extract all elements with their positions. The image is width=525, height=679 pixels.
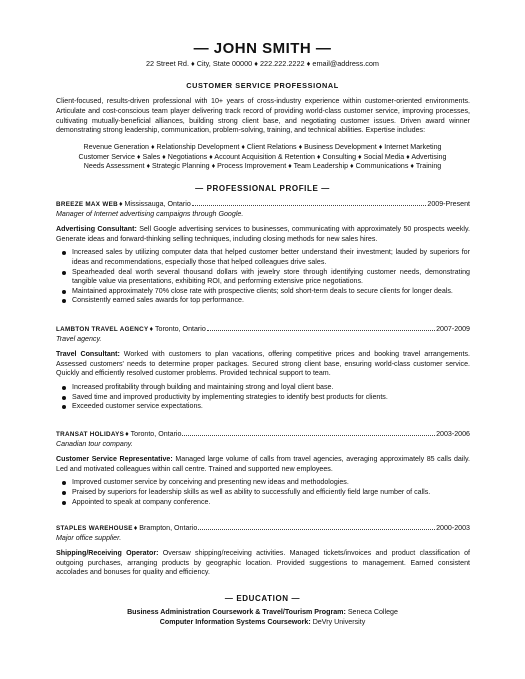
dotted-leader: [182, 434, 435, 436]
job-entry: [56, 524, 470, 578]
education-program: Computer Information Systems Coursework:: [159, 617, 311, 626]
achievement-item: Improved customer service by conceiving and presenting new ideas and methodologies.: [72, 478, 470, 488]
company-description: Canadian tour company.: [56, 439, 133, 448]
job-entry: [56, 325, 470, 412]
job-location: ♦ Toronto, Ontario: [125, 430, 182, 438]
job-summary: Managed large volume of calls from travel agencies, averaging approximately 85 calls daily. Led and motivated colleagues within call centre. Trained and supported new employees.: [56, 455, 470, 473]
candidate-name: — JOHN SMITH —: [193, 40, 332, 57]
job-title: Customer Service Representative:: [56, 455, 173, 464]
company-name: BREEZE MAX WEB: [56, 201, 118, 208]
company-name: TRANSAT HOLIDAYS: [56, 431, 125, 438]
resume-header: [0, 40, 525, 91]
dotted-leader: [192, 204, 427, 206]
job-dates: 2000-2003: [436, 524, 470, 532]
job-header: [56, 200, 470, 210]
job-entry: [56, 200, 470, 306]
expertise-line: Customer Service ♦ Sales ♦ Negotiations ♦ Account Acquisition & Retention ♦ Consulting ♦ Social Media ♦ Advertising: [78, 152, 447, 161]
job-location: ♦ Mississauga, Ontario: [118, 200, 191, 208]
dotted-leader: [198, 528, 435, 530]
education-school: Seneca College: [347, 608, 398, 616]
job-dates: 2003-2006: [436, 430, 470, 438]
education-list: [0, 608, 525, 627]
section-title-education: — EDUCATION —: [224, 594, 301, 603]
dotted-leader: [207, 329, 435, 331]
achievement-item: Maintained approximately 70% close rate with prospective clients; sold short-term deals to secure clients for longer deals.: [72, 287, 470, 297]
achievement-item: Increased profitability through building and maintaining strong and loyal client base.: [72, 383, 470, 393]
expertise-line: Needs Assessment ♦ Strategic Planning ♦ Process Improvement ♦ Team Leadership ♦ Communications ♦ Training: [83, 162, 442, 171]
job-target-title: CUSTOMER SERVICE PROFESSIONAL: [186, 81, 339, 90]
achievement-item: Exceeded customer service expectations.: [72, 402, 470, 412]
job-entry: [56, 430, 470, 507]
company-description: Manager of Internet advertising campaigns through Google.: [56, 209, 244, 218]
job-summary: Oversaw shipping/receiving activities. Managed tickets/invoices and product classification of outgoing purchases, arranging products by geographic location. Provided suggestions to management. Earned consistent accolades and bonuses for quality and efficiency.: [56, 549, 470, 577]
job-dates: 2007-2009: [436, 325, 470, 333]
expertise-line: Revenue Generation ♦ Relationship Development ♦ Client Relations ♦ Business Development ♦ Internet Marketing: [83, 143, 442, 151]
job-title: Travel Consultant:: [56, 350, 120, 359]
company-name: STAPLES WAREHOUSE: [56, 525, 133, 532]
achievement-list: [56, 248, 470, 306]
education-item: [0, 608, 525, 618]
education-school: DeVry University: [312, 617, 366, 626]
achievement-item: Saved time and improved productivity by implementing strategies to identify best products for clients.: [72, 393, 470, 403]
job-location: ♦ Brampton, Ontario: [133, 524, 198, 532]
achievement-item: Increased sales by utilizing computer data that helped customer better understand their investment; lauded by superiors for ideas and recommendations, especially those that helped colleagues drive sales.: [72, 248, 470, 266]
job-description: [56, 549, 470, 578]
company-description: Travel agency.: [56, 334, 102, 343]
job-header: [56, 524, 470, 534]
job-dates: 2009-Present: [427, 200, 470, 208]
job-summary: Worked with customers to plan vacations, offering competitive prices and booking travel arrangements. Assessed customers' needs to determine proper packages. Secured strong client base, ensuring world-class customer service. Quickly and efficiently resolved customer problems. Provided technical support to team.: [56, 350, 470, 378]
expertise-list: [40, 143, 485, 172]
company-description: Major office supplier.: [56, 533, 122, 542]
job-description: [56, 225, 470, 244]
job-description: [56, 350, 470, 379]
job-location: ♦ Toronto, Ontario: [149, 325, 206, 333]
job-summary: Sell Google advertising services to businesses, communicating with approximately 50 prospects weekly. Generate ideas and forward-thinking selling techniques, including closing methods for new sales hires.: [56, 225, 470, 243]
achievement-item: Appointed to speak at company conference.: [72, 498, 470, 508]
achievement-item: Consistently earned sales awards for top performance.: [72, 296, 470, 306]
job-title: Shipping/Receiving Operator:: [56, 549, 159, 558]
education-program: Business Administration Coursework & Travel/Tourism Program:: [127, 608, 346, 616]
achievement-item: Spearheaded deal worth several thousand dollars with jewelry store through identifying customer needs, demonstrating tangible value via presentations, exhibiting ROI, and performing extensive price negotiations.: [72, 267, 470, 286]
job-header: [56, 430, 470, 440]
education-item: [0, 618, 525, 628]
achievement-list: [56, 383, 470, 412]
section-title-profile: — PROFESSIONAL PROFILE —: [195, 184, 330, 193]
company-name: LAMBTON TRAVEL AGENCY: [56, 326, 149, 333]
achievement-item: Praised by superiors for leadership skills as well as ability to successfully and efficiently field large number of calls.: [72, 488, 470, 498]
job-title: Advertising Consultant:: [56, 225, 137, 234]
job-header: [56, 325, 470, 335]
achievement-list: [56, 478, 470, 507]
job-description: [56, 455, 470, 474]
contact-info: 22 Street Rd. ♦ City, State 00000 ♦ 222.222.2222 ♦ email@address.com: [145, 59, 380, 68]
professional-summary: Client-focused, results-driven professional with 10+ years of cross-industry experience within customer-oriented environments. Articulate and cost-conscious team player delivering track record of providing world-class customer service, improving processes, cultivating mutually-beneficial alliances, building strong client base, and negotiating customer issues. Driven award winner demonstrating strong leadership, communication, problem-solving, training, and technical abilities. Expertise includes:: [56, 97, 470, 135]
